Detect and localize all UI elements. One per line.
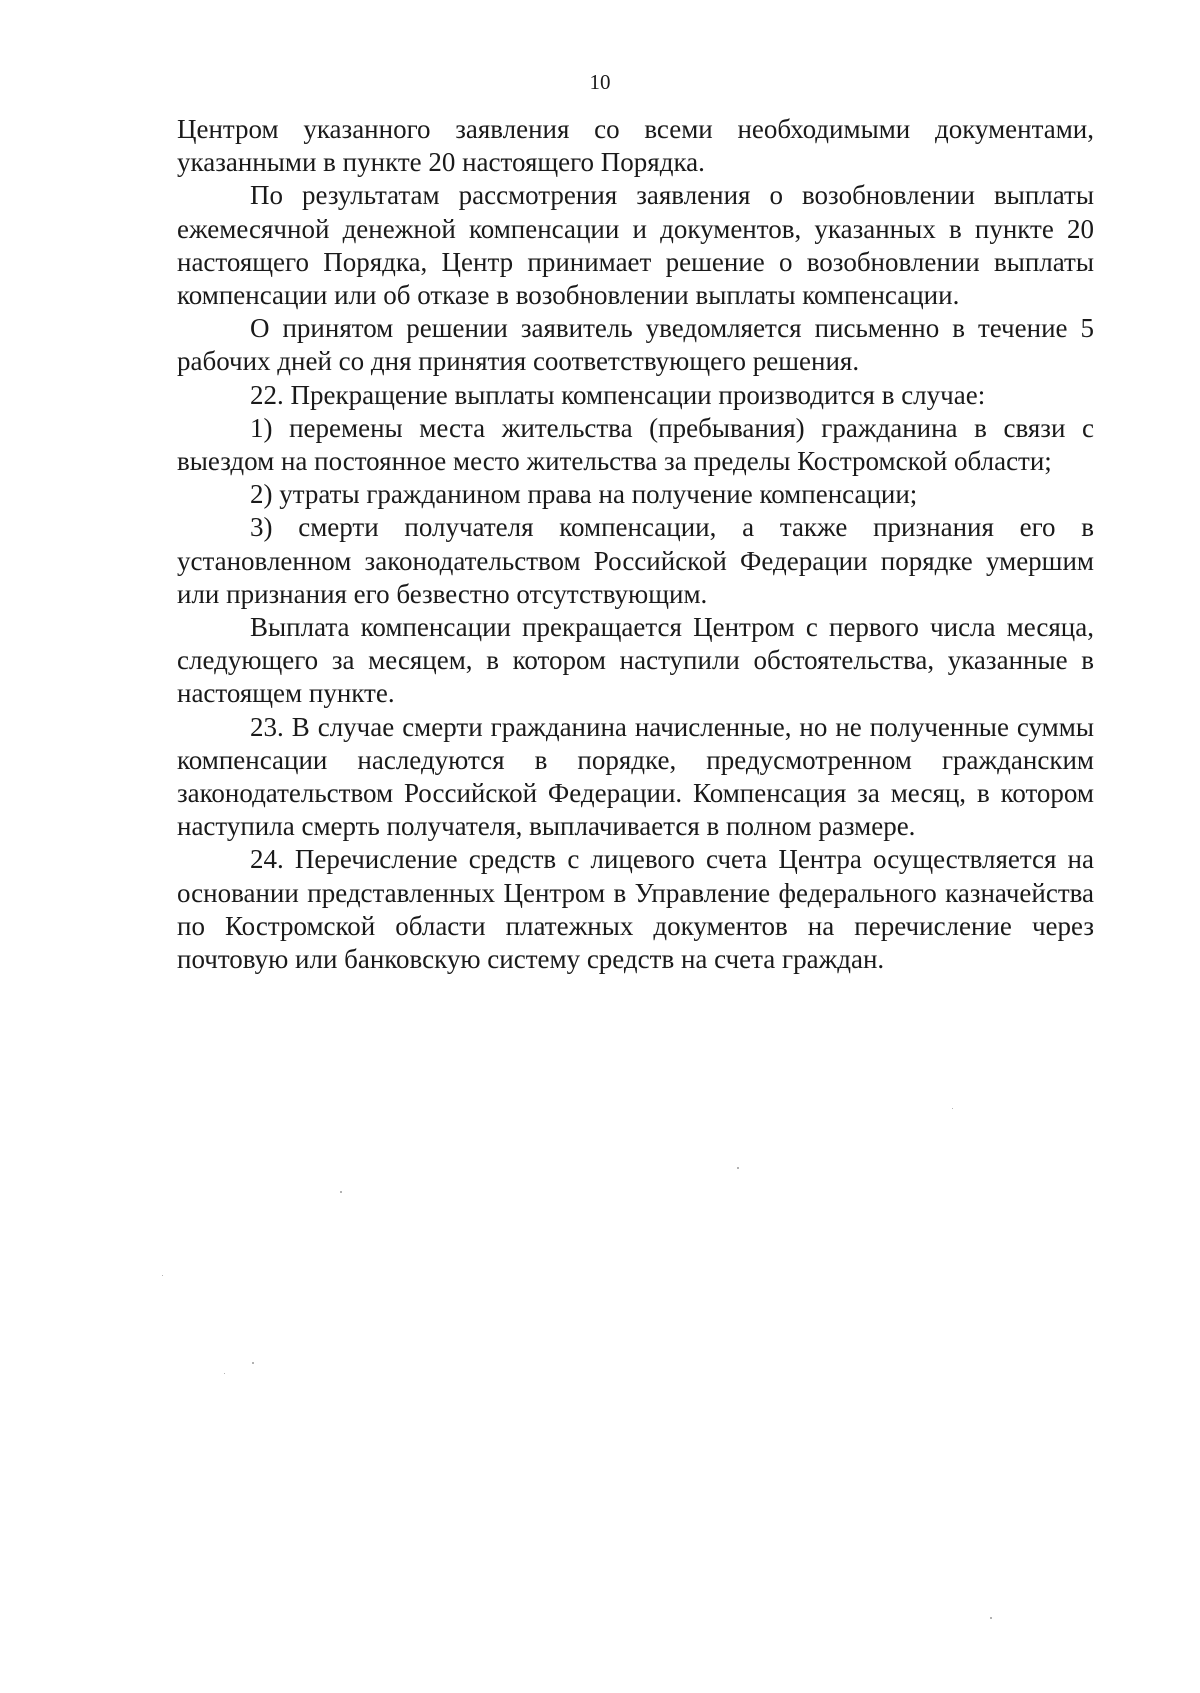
document-body xyxy=(177,113,1094,976)
paragraph-item-22-1: 1) перемены места жительства (пребывания) гражданина в связи с выездом на постоянное место жительства за пределы Костромской области; xyxy=(177,412,1094,477)
paragraph-item-23: 23. В случае смерти гражданина начисленные, но не полученные суммы компенсации наследуются в порядке, предусмотренном гражданским законодательством Российской Федерации. Компенсация за месяц, в котором наступила смерть получателя, выплачивается в полном размере. xyxy=(177,711,1094,842)
paragraph-resumption-decision: По результатам рассмотрения заявления о возобновлении выплаты ежемесячной денежной компенсации и документов, указанных в пункте 20 настоящего Порядка, Центр принимает решение о возобновлении выплаты компенсации или об отказе в возобновлении выплаты компенсации. xyxy=(177,180,1094,311)
paragraph-termination: Выплата компенсации прекращается Центром с первого числа месяца, следующего за месяцем, в котором наступили обстоятельства, указанные в настоящем пункте. xyxy=(177,612,1094,709)
page-number: 10 xyxy=(589,70,611,94)
paragraph-item-22: 22. Прекращение выплаты компенсации производится в случае: xyxy=(250,379,986,410)
scan-speck xyxy=(737,1167,739,1169)
paragraph-item-24: 24. Перечисление средств с лицевого счета Центра осуществляется на основании представленных Центром в Управление федерального казначейства по Костромской области платежных документов на перечисление через почтовую или банковскую систему средств на счета граждан. xyxy=(177,844,1094,975)
paragraph-item-22-2: 2) утраты гражданином права на получение компенсации; xyxy=(250,479,918,510)
paragraph-continuation: Центром указанного заявления со всеми необходимыми документами, указанными в пункте 20 настоящего Порядка. xyxy=(177,114,1094,178)
scan-speck xyxy=(952,1108,953,1109)
scan-speck xyxy=(340,1191,342,1193)
paragraph-notification: О принятом решении заявитель уведомляется письменно в течение 5 рабочих дней со дня принятия соответствующего решения. xyxy=(177,313,1094,377)
scan-speck xyxy=(252,1362,254,1364)
scan-speck xyxy=(162,1275,163,1276)
paragraph-item-22-3: 3) смерти получателя компенсации, а также признания его в установленном законодательством Российской Федерации порядке умершим или признания его безвестно отсутствующим. xyxy=(177,512,1094,609)
scan-speck xyxy=(224,1373,225,1374)
scan-speck xyxy=(990,1617,992,1619)
